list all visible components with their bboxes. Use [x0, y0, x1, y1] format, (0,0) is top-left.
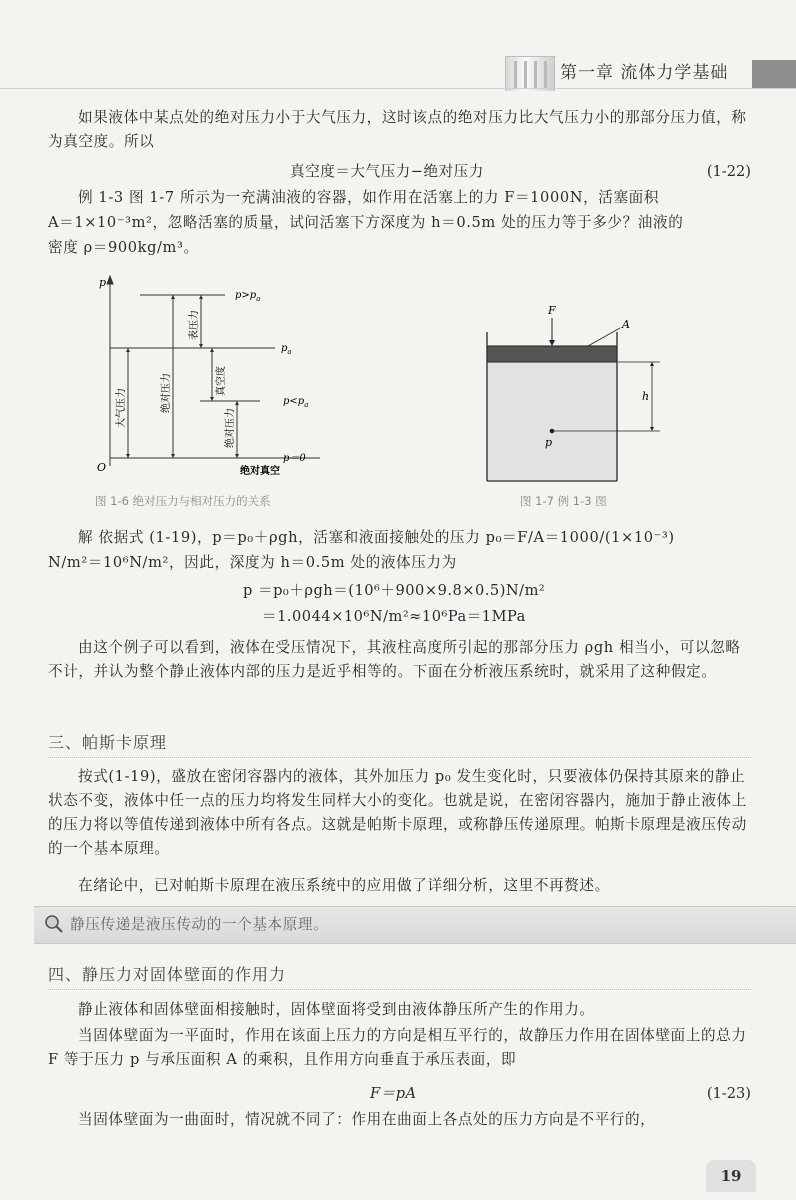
- point-p-marker: [550, 429, 555, 434]
- solution-equation-2: ＝1.0044×10⁶N/m²≈10⁶Pa＝1MPa: [262, 608, 526, 625]
- example-line-3: 密度 ρ＝900kg/m³。: [48, 239, 199, 256]
- label-vacuum: 真空度: [216, 366, 227, 396]
- caption-figure-1-7: 图 1-7 例 1-3 图: [520, 494, 607, 508]
- figure-1-7-container-diagram: [470, 300, 670, 485]
- paragraph-curved-wall: 当固体壁面为一曲面时，情况就不同了：作用在曲面上各点处的压力方向是不平行的，: [78, 1111, 656, 1128]
- label-absolute-pressure-2: 绝对压力: [225, 408, 236, 448]
- equation-number-1-23: (1-23): [706, 1085, 751, 1102]
- label-p-zero: p＝0: [283, 453, 306, 464]
- paragraph-example-conclusion: 由这个例子可以看到，液体在受压情况下，其液柱高度所引起的那部分压力 ρgh 相当小，可以忽略不计，并认为整个静止液体内部的压力是近乎相等的。下面在分析液压系统时，就采用了这种假定。: [48, 639, 741, 680]
- label-gauge-pressure: 表压力: [189, 310, 200, 340]
- page-number: 19: [706, 1160, 756, 1192]
- label-F: F: [548, 304, 556, 317]
- header-book-tab-icon: [505, 56, 555, 91]
- label-h: h: [642, 390, 650, 403]
- section-divider-2: [48, 989, 751, 990]
- force-arrow-icon: [549, 340, 555, 346]
- example-line-2: A＝1×10⁻³m²，忽略活塞的质量，试问活塞下方深度为 h＝0.5m 处的压力等于多少？油液的: [48, 214, 684, 231]
- equation-1-22: 真空度＝大气压力−绝对压力: [290, 163, 484, 180]
- section-divider: [48, 757, 751, 758]
- key-point-note-text: 静压传递是液压传动的一个基本原理。: [70, 916, 329, 933]
- chapter-title: 第一章 流体力学基础: [560, 63, 729, 83]
- equation-1-23: F＝pA: [370, 1085, 417, 1102]
- caption-figure-1-6: 图 1-6 绝对压力与相对压力的关系: [95, 494, 271, 508]
- label-absolute-pressure: 绝对压力: [161, 373, 172, 413]
- paragraph-flat-wall: 当固体壁面为一平面时，作用在该面上压力的方向是相互平行的，故静压力作用在固体壁面上的总力 F 等于压力 p 与承压面积 A 的乘积，且作用方向垂直于承压表面，即: [48, 1027, 747, 1068]
- solution-equation-1: p ＝p₀＋ρgh＝(10⁶＋900×9.8×0.5)N/m²: [243, 582, 546, 599]
- magnifier-icon: [44, 914, 64, 934]
- header-accent-block: [752, 60, 796, 88]
- paragraph-pascal-principle: 按式(1-19)，盛放在密闭容器内的液体，其外加压力 p₀ 发生变化时，只要液体仍保持其原来的静止状态不变，液体中任一点的压力均将发生同样大小的变化。也就是说，在密闭容器内，施加于静止液体上的压力将以等值传递到液体中所有各点。这就是帕斯卡原理，或称静压传递原理。帕斯卡原理是液压传动的一个基本原理。: [48, 768, 747, 857]
- paragraph-pascal-reference: 在绪论中，已对帕斯卡原理在液压系统中的应用做了详细分析，这里不再赘述。: [78, 877, 610, 894]
- header-rule: [0, 88, 796, 89]
- section-heading-pascal: 三、帕斯卡原理: [48, 733, 168, 752]
- example-line-1: 例 1-3 图 1-7 所示为一充满油液的容器，如作用在活塞上的力 F＝1000N，活塞面积: [78, 189, 660, 206]
- figure-1-6-pressure-diagram: [85, 268, 345, 478]
- y-axis-arrow-icon: [107, 276, 113, 284]
- equation-number-1-22: (1-22): [706, 163, 751, 180]
- label-atmospheric-pressure: 大气压力: [116, 388, 127, 428]
- paragraph-vacuum-definition: 如果液体中某点处的绝对压力小于大气压力，这时该点的绝对压力比大气压力小的那部分压力值，称为真空度。所以: [48, 109, 747, 150]
- origin-label: O: [97, 461, 107, 474]
- label-p-gt-pa: $p>p_a$: [235, 290, 261, 303]
- axis-label-p: p: [99, 276, 107, 289]
- solution-line-2: N/m²＝10⁶N/m²，因此，深度为 h＝0.5m 处的液体压力为: [48, 554, 457, 571]
- oil-fill: [488, 362, 616, 480]
- label-p-lt-pa: $p<p_a$: [283, 396, 309, 409]
- label-pa: $p_a$: [281, 343, 292, 356]
- paragraph-wall-contact: 静止液体和固体壁面相接触时，固体壁面将受到由液体静压所产生的作用力。: [78, 1001, 595, 1018]
- label-p: p: [545, 436, 553, 449]
- section-heading-wall-force: 四、静压力对固体壁面的作用力: [48, 965, 287, 984]
- label-A: A: [622, 318, 630, 331]
- solution-line-1: 解 依据式 (1-19)，p＝p₀＋ρgh，活塞和液面接触处的压力 p₀＝F/A＝1000/(1×10⁻³): [78, 529, 675, 546]
- label-absolute-vacuum: 绝对真空: [240, 466, 280, 477]
- piston: [487, 346, 617, 362]
